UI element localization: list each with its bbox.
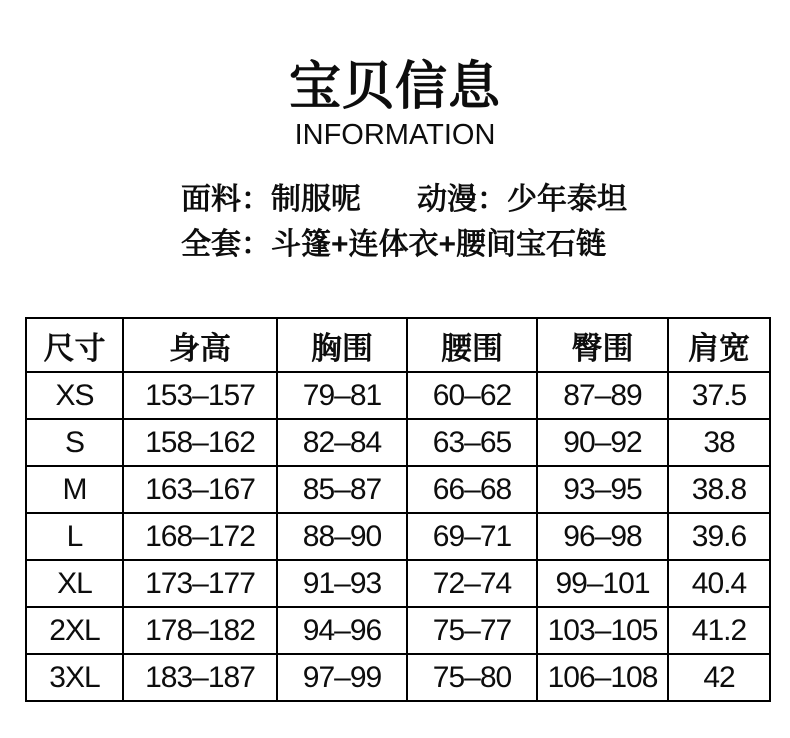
cell-waist: 75–80: [407, 654, 537, 701]
fabric-info: 面料：制服呢: [181, 183, 361, 216]
cell-chest: 88–90: [277, 513, 407, 560]
cell-height: 183–187: [123, 654, 277, 701]
table-row: [26, 654, 770, 701]
cell-chest: 82–84: [277, 419, 407, 466]
cell-waist: 69–71: [407, 513, 537, 560]
details-line-1: [181, 177, 627, 222]
cell-shoulder: 38.8: [668, 466, 770, 513]
cell-height: 163–167: [123, 466, 277, 513]
cell-chest: 97–99: [277, 654, 407, 701]
cell-size: 2XL: [26, 607, 123, 654]
cell-size: L: [26, 513, 123, 560]
cell-waist: 63–65: [407, 419, 537, 466]
col-header-height: 身高: [123, 318, 277, 372]
cell-shoulder: 41.2: [668, 607, 770, 654]
full-set-info: 全套：斗篷+连体衣+腰间宝石链: [181, 228, 607, 261]
page-title: 宝贝信息: [288, 58, 501, 116]
cell-chest: 94–96: [277, 607, 407, 654]
details-line-2: [181, 222, 627, 267]
cell-hip: 93–95: [537, 466, 668, 513]
cell-shoulder: 37.5: [668, 372, 770, 419]
cell-size: M: [26, 466, 123, 513]
cell-shoulder: 39.6: [668, 513, 770, 560]
cell-hip: 96–98: [537, 513, 668, 560]
anime-info: 动漫：少年泰坦: [417, 183, 627, 216]
cell-hip: 99–101: [537, 560, 668, 607]
product-details: [181, 177, 627, 267]
cell-waist: 60–62: [407, 372, 537, 419]
cell-chest: 79–81: [277, 372, 407, 419]
cell-hip: 90–92: [537, 419, 668, 466]
cell-height: 153–157: [123, 372, 277, 419]
cell-waist: 75–77: [407, 607, 537, 654]
size-chart-table: [25, 317, 771, 702]
col-header-waist: 腰围: [407, 318, 537, 372]
cell-size: S: [26, 419, 123, 466]
col-header-shoulder: 肩宽: [668, 318, 770, 372]
col-header-chest: 胸围: [277, 318, 407, 372]
cell-waist: 72–74: [407, 560, 537, 607]
cell-shoulder: 42: [668, 654, 770, 701]
table-row: [26, 607, 770, 654]
cell-hip: 87–89: [537, 372, 668, 419]
cell-chest: 91–93: [277, 560, 407, 607]
table-row: [26, 560, 770, 607]
col-header-hip: 臀围: [537, 318, 668, 372]
cell-height: 158–162: [123, 419, 277, 466]
table-row: [26, 466, 770, 513]
cell-height: 173–177: [123, 560, 277, 607]
cell-hip: 103–105: [537, 607, 668, 654]
cell-size: XS: [26, 372, 123, 419]
cell-chest: 85–87: [277, 466, 407, 513]
cell-waist: 66–68: [407, 466, 537, 513]
cell-shoulder: 40.4: [668, 560, 770, 607]
table-header-row: [26, 318, 770, 372]
page-subtitle: INFORMATION: [294, 119, 496, 151]
table-row: [26, 372, 770, 419]
cell-height: 168–172: [123, 513, 277, 560]
cell-hip: 106–108: [537, 654, 668, 701]
cell-shoulder: 38: [668, 419, 770, 466]
table-row: [26, 513, 770, 560]
table-row: [26, 419, 770, 466]
cell-height: 178–182: [123, 607, 277, 654]
cell-size: 3XL: [26, 654, 123, 701]
cell-size: XL: [26, 560, 123, 607]
col-header-size: 尺寸: [26, 318, 123, 372]
